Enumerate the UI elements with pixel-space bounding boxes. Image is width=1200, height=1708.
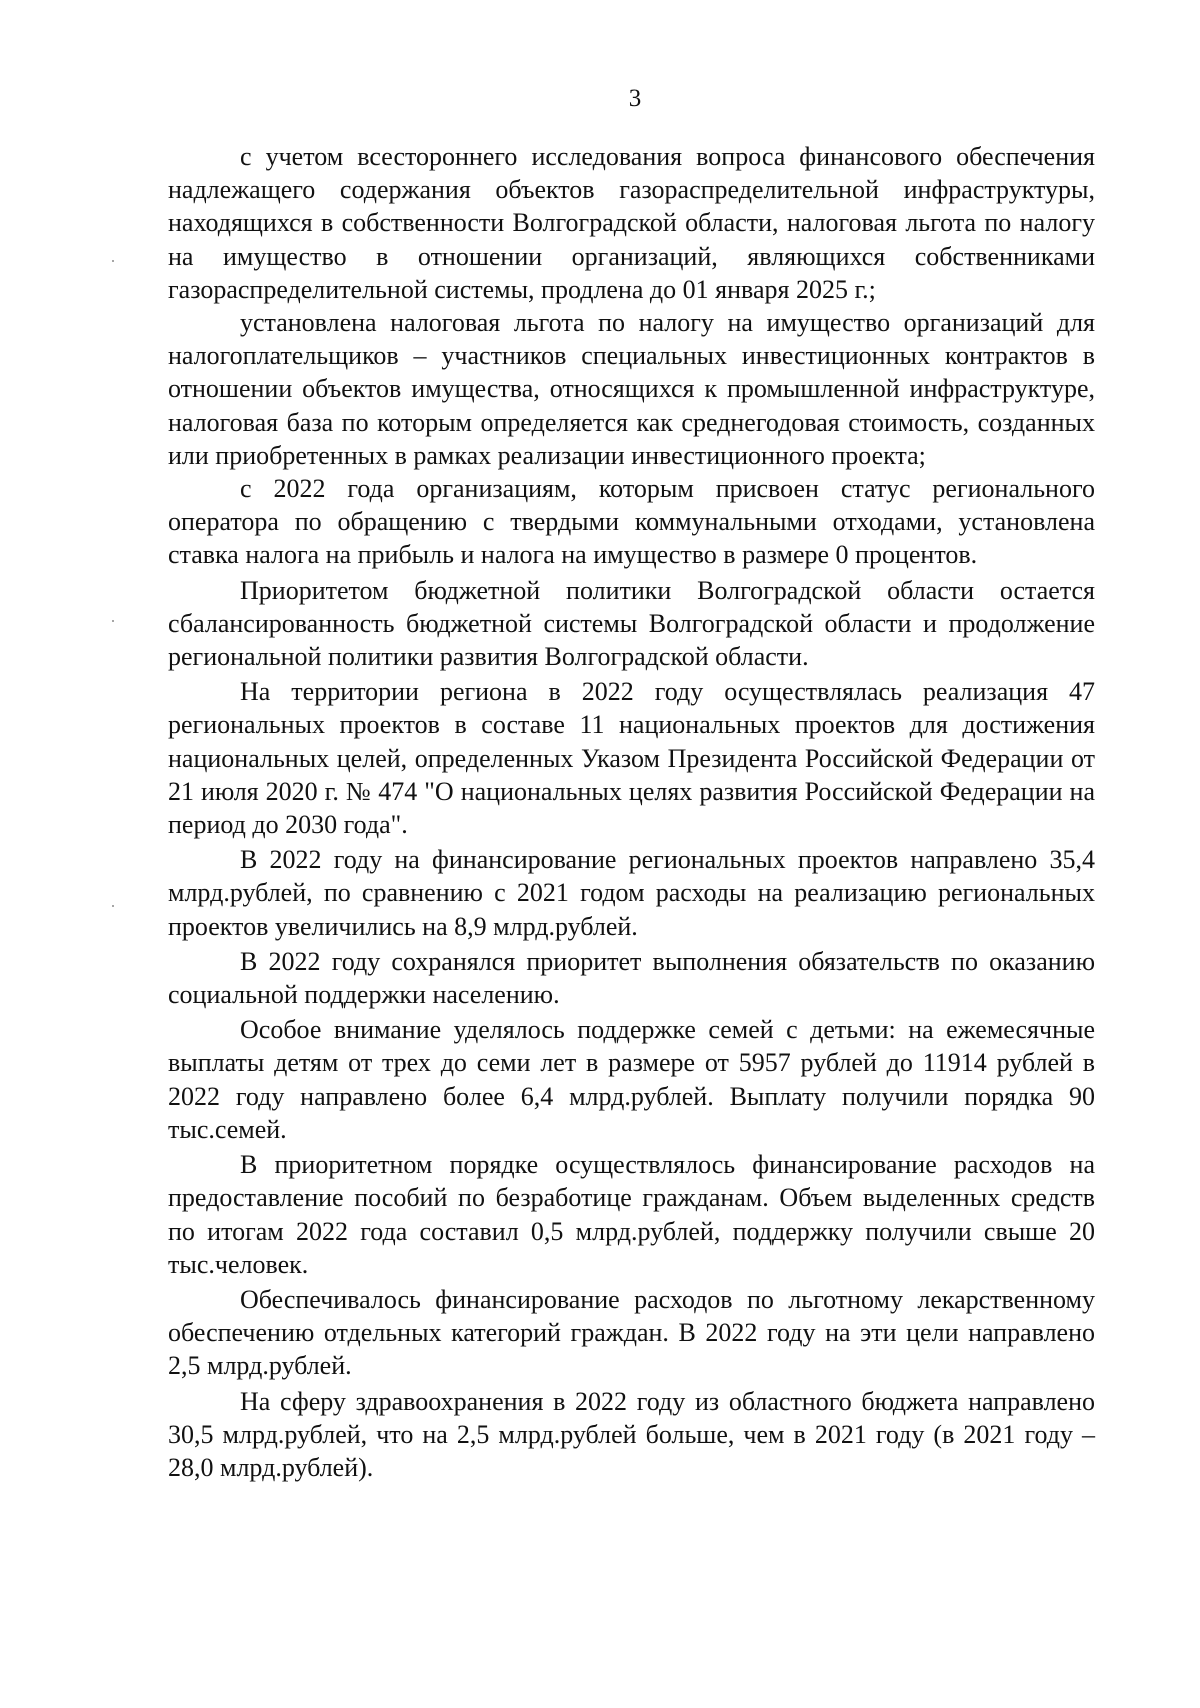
paragraph-regional-projects-financing: В 2022 году на финансирование региональных проектов направлено 35,4 млрд.рублей, по сравнению с 2021 годом расходы на реализацию региональных проектов увеличились на 8,9 млрд.рублей. xyxy=(168,845,1095,941)
paragraph-budget-policy-priority: Приоритетом бюджетной политики Волгоградской области остается сбалансированность бюджетной системы Волгоградской области и продолжение региональной политики развития Волгоградской области. xyxy=(168,575,1095,672)
document-body xyxy=(168,140,1095,1484)
scan-speck xyxy=(112,620,114,622)
scan-speck xyxy=(112,905,114,907)
paragraph-medicine-provision: Обеспечивалось финансирование расходов по льготному лекарственному обеспечению отдельных категорий граждан. В 2022 году на эти цели направлено 2,5 млрд.рублей. xyxy=(168,1284,1095,1381)
paragraph-healthcare-spending: На сферу здравоохранения в 2022 году из областного бюджета направлено 30,5 млрд.рублей, что на 2,5 млрд.рублей больше, чем в 2021 году (в 2021 году – 28,0 млрд.рублей). xyxy=(168,1386,1095,1482)
paragraph-waste-operator-tax-rate: с 2022 года организациям, которым присвоен статус регионального оператора по обращению с твердыми коммунальными отходами, установлена ставка налога на прибыль и налога на имущество в размере 0 процентов. xyxy=(168,474,1095,570)
page-number: 3 xyxy=(628,85,642,112)
paragraph-unemployment-benefits: В приоритетном порядке осуществлялось финансирование расходов на предоставление пособий по безработице гражданам. Объем выделенных средств по итогам 2022 года составил 0,5 млрд.рублей, поддержку получили свыше 20 тыс.человек. xyxy=(168,1150,1095,1279)
paragraph-investment-contracts-tax-relief: установлена налоговая льгота по налогу на имущество организаций для налогоплательщиков – участников специальных инвестиционных контрактов в отношении объектов имущества, относящихся к промышленной инфраструктуре, налоговая база по которым определяется как среднегодовая стоимость, созданных или приобретенных в рамках реализации инвестиционного проекта; xyxy=(168,308,1095,470)
paragraph-regional-projects: На территории региона в 2022 году осуществлялась реализация 47 региональных проектов в составе 11 национальных проектов для достижения национальных целей, определенных Указом Президента Российской Федерации от 21 июля 2020 г. № 474 "О национальных целях развития Российской Федерации на период до 2030 года". xyxy=(168,677,1095,840)
paragraph-social-support-priority: В 2022 году сохранялся приоритет выполнения обязательств по оказанию социальной поддержки населению. xyxy=(168,946,1095,1010)
scan-speck xyxy=(112,260,114,262)
paragraph-gas-infrastructure-tax-relief: с учетом всестороннего исследования вопроса финансового обеспечения надлежащего содержания объектов газораспределительной инфраструктуры, находящихся в собственности Волгоградской области, налоговая льгота по налогу на имущество в отношении организаций, являющихся собственниками газораспределительной системы, продлена до 01 января 2025 г.; xyxy=(168,142,1095,304)
paragraph-family-support: Особое внимание уделялось поддержке семей с детьми: на ежемесячные выплаты детям от трех до семи лет в размере от 5957 рублей до 11914 рублей в 2022 году направлено более 6,4 млрд.рублей. Выплату получили порядка 90 тыс.семей. xyxy=(168,1015,1095,1144)
